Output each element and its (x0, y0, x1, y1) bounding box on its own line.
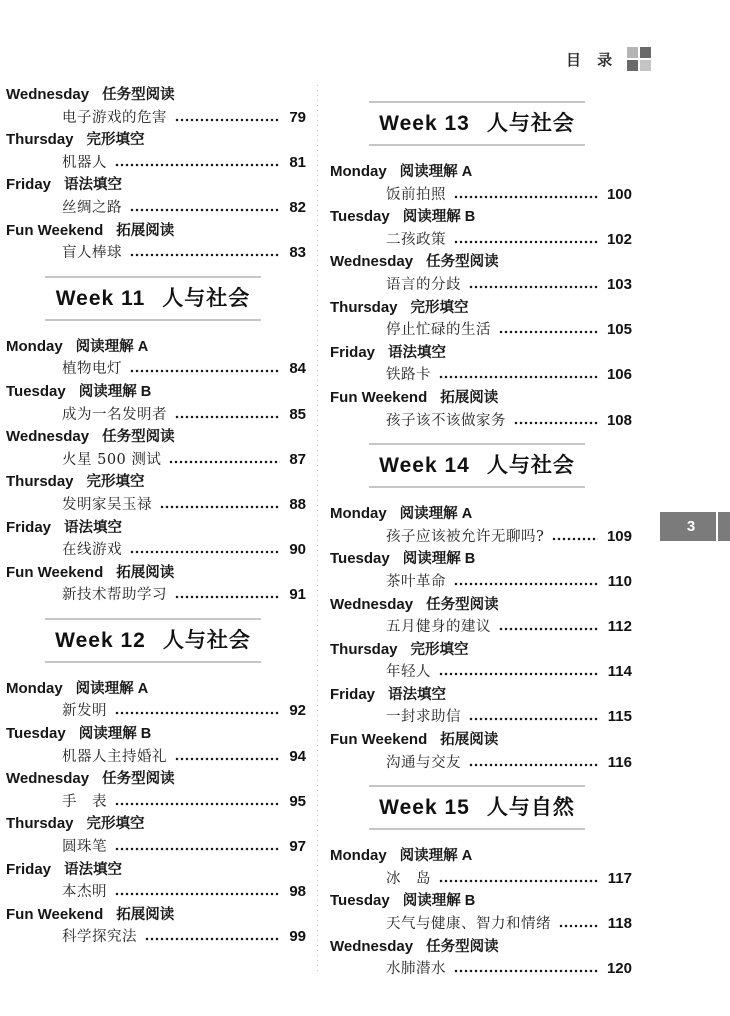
week-section-header (369, 443, 585, 488)
entry-title: 成为一名发明者 (62, 406, 167, 423)
entry-category-label: 阅读理解 A (399, 848, 473, 865)
entry-day-label: Thursday (6, 131, 74, 149)
entry-title-line (330, 526, 632, 549)
dot-leader (130, 369, 280, 373)
entry-title: 科学探究法 (62, 929, 137, 946)
week-label: Week 13 (379, 112, 470, 135)
toc-entry (6, 768, 306, 813)
entry-category-label: 语法填空 (388, 344, 447, 361)
week-section-header (369, 785, 585, 830)
toc-entry (6, 904, 306, 949)
dot-leader (469, 285, 598, 289)
entry-title-line (6, 791, 306, 814)
dot-leader (175, 415, 280, 419)
entry-day-line (330, 936, 632, 959)
entry-page-number: 110 (607, 572, 632, 590)
dot-leader (130, 208, 280, 212)
entry-day-label: Friday (6, 860, 52, 878)
entry-category-label: 阅读理解 A (399, 506, 473, 523)
entry-title: 在线游戏 (62, 542, 122, 559)
entry-day-label: Tuesday (330, 892, 390, 910)
entry-title: 火星 500 测试 (62, 451, 162, 468)
entry-page-number: 112 (607, 618, 632, 636)
entry-title: 一封求助信 (386, 709, 461, 726)
entry-category-label: 拓展阅读 (116, 222, 175, 239)
dot-leader (115, 847, 280, 851)
entry-day-line (6, 471, 306, 494)
entry-page-number: 95 (289, 792, 306, 810)
entry-category-label: 阅读理解 A (75, 338, 149, 355)
dot-leader (175, 118, 280, 122)
entry-title-line (6, 881, 306, 904)
toc-entry (6, 129, 306, 174)
entry-category-label: 拓展阅读 (440, 389, 499, 406)
entry-day-line (330, 548, 632, 571)
entry-title-line (6, 197, 306, 220)
dot-leader (469, 717, 599, 721)
entry-title: 新发明 (62, 703, 107, 720)
dot-leader (439, 879, 599, 883)
entry-category-label: 阅读理解 B (402, 551, 476, 568)
entry-title-line (330, 706, 632, 729)
toc-entry (330, 936, 632, 981)
toc-entry (330, 342, 632, 387)
toc-entry (330, 548, 632, 593)
entry-title: 饭前拍照 (386, 186, 446, 203)
dot-leader (115, 711, 280, 715)
entry-title: 手 表 (62, 793, 107, 810)
entry-category-label: 任务型阅读 (102, 771, 175, 788)
week-section-header (369, 101, 585, 146)
grid-square-bottom-right (640, 60, 651, 71)
week-label: Week 11 (55, 286, 146, 310)
entry-title-line (330, 752, 632, 775)
entry-title: 五月健身的建议 (386, 619, 491, 636)
entry-day-line (330, 161, 632, 184)
page-header (566, 47, 651, 71)
toc-entry (330, 206, 632, 251)
entry-page-number: 108 (606, 411, 632, 429)
entry-category-label: 语法填空 (388, 686, 447, 703)
dot-leader (439, 672, 599, 676)
entry-page-number: 79 (289, 108, 306, 126)
entry-day-label: Wednesday (330, 937, 414, 955)
entry-title: 茶叶革命 (386, 573, 446, 590)
dot-leader (499, 627, 599, 631)
entry-category-label: 拓展阅读 (440, 732, 499, 749)
entry-title: 植物电灯 (62, 361, 122, 378)
tab-stripe (716, 512, 718, 541)
entry-title-line (330, 229, 632, 252)
entry-title-line (6, 152, 306, 175)
entry-day-label: Monday (6, 337, 63, 355)
entry-day-line (330, 684, 632, 707)
entry-page-number: 103 (606, 275, 632, 293)
entry-page-number: 117 (607, 869, 632, 887)
entry-page-number: 120 (606, 960, 632, 978)
entry-title: 二孩政策 (386, 231, 446, 248)
entry-page-number: 85 (289, 405, 306, 423)
entry-day-line (6, 904, 306, 927)
entry-title: 发明家吴玉禄 (62, 496, 152, 513)
entry-page-number: 99 (289, 928, 306, 946)
dot-leader (130, 253, 280, 257)
week-theme-label: 人与社会 (162, 628, 251, 652)
entry-day-line (330, 342, 632, 365)
entry-title: 年轻人 (386, 664, 431, 681)
entry-title-line (6, 404, 306, 427)
entry-page-number: 81 (289, 153, 306, 171)
week-theme-label: 人与自然 (486, 796, 575, 820)
entry-day-label: Monday (330, 505, 387, 523)
entry-title: 水肺潜水 (386, 961, 446, 978)
entry-title-line (330, 274, 632, 297)
entry-day-label: Monday (330, 847, 387, 865)
entry-category-label: 任务型阅读 (102, 429, 175, 446)
entry-day-line (6, 84, 306, 107)
entry-day-label: Tuesday (6, 382, 66, 400)
grid-square-bottom-left (627, 60, 638, 71)
entry-day-label: Thursday (330, 298, 398, 316)
entry-page-number: 118 (607, 915, 632, 933)
entry-page-number: 84 (289, 360, 306, 378)
entry-title: 天气与健康、智力和情绪 (386, 916, 551, 933)
entry-category-label: 任务型阅读 (426, 596, 499, 613)
entry-title-line (330, 571, 632, 594)
dot-leader (454, 240, 598, 244)
entry-category-label: 阅读理解 B (402, 209, 476, 226)
page-number: 3 (686, 518, 696, 535)
entry-day-label: Friday (6, 518, 52, 536)
dot-leader (115, 892, 280, 896)
entry-title-line (6, 584, 306, 607)
entry-page-number: 91 (289, 586, 306, 604)
toc-entry (330, 684, 632, 729)
toc-entry (330, 251, 632, 296)
dot-leader (115, 163, 280, 167)
entry-category-label: 阅读理解 A (75, 680, 149, 697)
entry-category-label: 任务型阅读 (426, 254, 499, 271)
entry-day-label: Thursday (6, 815, 74, 833)
entry-title: 孩子应该被允许无聊吗? (386, 528, 545, 545)
entry-page-number: 102 (606, 230, 632, 248)
entry-title-line (6, 836, 306, 859)
toc-entry (330, 639, 632, 684)
toc-entry (6, 517, 306, 562)
entry-title: 铁路卡 (386, 367, 431, 384)
entry-day-label: Fun Weekend (6, 563, 104, 581)
entry-day-line (330, 729, 632, 752)
entry-title-line (330, 868, 632, 891)
entry-title-line (6, 539, 306, 562)
entry-title: 本杰明 (62, 884, 107, 901)
entry-day-line (330, 503, 632, 526)
entry-day-label: Tuesday (330, 550, 390, 568)
entry-category-label: 完形填空 (86, 816, 145, 833)
entry-day-line (330, 251, 632, 274)
entry-page-number: 116 (607, 753, 632, 771)
entry-title-line (330, 364, 632, 387)
toc-column-right (330, 90, 632, 981)
entry-category-label: 阅读理解 B (402, 893, 476, 910)
entry-day-line (330, 297, 632, 320)
entry-category-label: 任务型阅读 (426, 938, 499, 955)
dot-leader (499, 330, 598, 334)
entry-page-number: 97 (289, 838, 306, 856)
entry-day-line (330, 890, 632, 913)
week-theme-label: 人与社会 (486, 454, 575, 478)
entry-title-line (6, 358, 306, 381)
entry-day-line (6, 336, 306, 359)
week-label: Week 14 (379, 454, 470, 478)
toc-entry (6, 174, 306, 219)
entry-day-label: Monday (330, 163, 387, 180)
entry-page-number: 106 (606, 366, 632, 384)
entry-day-label: Tuesday (6, 725, 66, 743)
entry-day-label: Friday (6, 176, 52, 194)
entry-day-label: Wednesday (6, 86, 90, 103)
entry-day-line (330, 845, 632, 868)
entry-day-line (6, 129, 306, 152)
entry-title-line (330, 319, 632, 342)
grid-square-top-left (627, 47, 638, 58)
page-header-title: 目 录 (566, 51, 619, 69)
entry-day-line (6, 426, 306, 449)
entry-page-number: 98 (289, 883, 306, 901)
entry-title-line (330, 661, 632, 684)
entry-page-number: 92 (289, 702, 306, 720)
entry-day-line (6, 723, 306, 746)
entry-day-label: Wednesday (330, 595, 414, 613)
entry-day-label: Thursday (6, 473, 74, 491)
entry-title-line (330, 616, 632, 639)
entry-day-label: Fun Weekend (6, 905, 104, 923)
week-label: Week 12 (55, 628, 146, 652)
entry-day-line (6, 859, 306, 882)
toc-entry (6, 84, 306, 129)
entry-title-line (330, 410, 632, 433)
toc-entry (330, 161, 632, 206)
entry-title-line (6, 494, 306, 517)
toc-entry (6, 336, 306, 381)
toc-entry (330, 297, 632, 342)
entry-page-number: 87 (289, 450, 306, 468)
entry-day-label: Fun Weekend (6, 221, 104, 239)
entry-page-number: 90 (289, 541, 306, 559)
dot-leader (454, 969, 598, 973)
entry-category-label: 语法填空 (64, 177, 123, 194)
dot-leader (175, 595, 280, 599)
entry-day-label: Wednesday (6, 770, 90, 788)
toc-entry (6, 678, 306, 723)
entry-category-label: 完形填空 (410, 641, 469, 658)
dot-leader (169, 460, 280, 464)
entry-title: 停止忙碌的生活 (386, 322, 491, 339)
entry-page-number: 114 (607, 663, 632, 681)
entry-page-number: 94 (289, 747, 306, 765)
entry-title-line (330, 958, 632, 981)
entry-title-line (6, 746, 306, 769)
entry-page-number: 105 (606, 321, 632, 339)
entry-day-label: Monday (6, 679, 63, 697)
entry-page-number: 100 (606, 185, 632, 203)
entry-day-label: Tuesday (330, 208, 390, 226)
week-section-header (45, 618, 261, 663)
entry-day-line (330, 639, 632, 662)
entry-title-line (330, 913, 632, 936)
entry-title: 新技术帮助学习 (62, 587, 167, 604)
toc-column-left (6, 84, 306, 949)
toc-entry (6, 471, 306, 516)
entry-category-label: 拓展阅读 (116, 564, 175, 581)
entry-title: 电子游戏的危害 (62, 109, 167, 126)
entry-page-number: 88 (289, 495, 306, 513)
toc-entry (6, 723, 306, 768)
entry-day-line (6, 813, 306, 836)
entry-page-number: 82 (289, 198, 306, 216)
entry-category-label: 阅读理解 B (78, 726, 152, 743)
entry-page-number: 83 (289, 244, 306, 262)
entry-day-label: Wednesday (330, 253, 414, 271)
entry-title-line (6, 449, 306, 472)
toc-entry (6, 859, 306, 904)
toc-entry (330, 594, 632, 639)
toc-entry (6, 562, 306, 607)
entry-day-line (6, 517, 306, 540)
toc-entry (330, 845, 632, 890)
dot-leader (454, 582, 599, 586)
entry-page-number: 115 (607, 708, 632, 726)
entry-day-label: Friday (330, 343, 376, 361)
grid-square-top-right (640, 47, 651, 58)
entry-title-line (6, 107, 306, 130)
toc-entry (330, 387, 632, 432)
entry-day-line (330, 206, 632, 229)
entry-title: 圆珠笔 (62, 839, 107, 856)
dot-leader (469, 763, 599, 767)
week-section-header (45, 276, 261, 321)
entry-category-label: 完形填空 (86, 132, 145, 149)
dot-leader (160, 505, 280, 509)
toc-entry (6, 220, 306, 265)
entry-category-label: 语法填空 (64, 861, 123, 878)
entry-title-line (330, 184, 632, 207)
toc-entry (6, 426, 306, 471)
entry-day-label: Thursday (330, 640, 398, 658)
entry-title: 沟通与交友 (386, 754, 461, 771)
entry-title-line (6, 700, 306, 723)
entry-title: 孩子该不该做家务 (386, 412, 506, 429)
entry-title: 机器人主持婚礼 (62, 748, 167, 765)
entry-title: 机器人 (62, 154, 107, 171)
column-divider (317, 85, 318, 975)
dot-leader (559, 924, 599, 928)
entry-page-number: 109 (606, 527, 632, 545)
entry-day-label: Fun Weekend (330, 731, 428, 749)
entry-day-line (6, 678, 306, 701)
entry-title: 丝绸之路 (62, 199, 122, 216)
week-theme-label: 人与社会 (162, 286, 251, 310)
dot-leader (175, 757, 280, 761)
entry-day-line (6, 562, 306, 585)
entry-day-label: Friday (330, 685, 376, 703)
dot-leader (454, 195, 598, 199)
toc-entry (330, 729, 632, 774)
toc-entry (6, 813, 306, 858)
entry-title: 语言的分歧 (386, 276, 461, 293)
dot-leader (145, 937, 280, 941)
entry-category-label: 阅读理解 B (78, 383, 152, 400)
entry-day-line (330, 387, 632, 410)
grid-2x2-icon (627, 47, 651, 71)
dot-leader (115, 802, 280, 806)
dot-leader (552, 537, 598, 541)
week-theme-label: 人与社会 (486, 112, 575, 135)
toc-entry (330, 503, 632, 548)
entry-day-line (330, 594, 632, 617)
week-label: Week 15 (379, 796, 470, 820)
entry-day-label: Wednesday (6, 428, 90, 446)
dot-leader (439, 375, 598, 379)
entry-day-line (6, 768, 306, 791)
entry-category-label: 完形填空 (86, 474, 145, 491)
entry-category-label: 阅读理解 A (399, 164, 473, 180)
entry-day-label: Fun Weekend (330, 388, 428, 406)
entry-day-line (6, 174, 306, 197)
entry-day-line (6, 220, 306, 243)
entry-category-label: 语法填空 (64, 519, 123, 536)
entry-category-label: 拓展阅读 (116, 906, 175, 923)
entry-title-line (6, 926, 306, 949)
entry-title: 盲人棒球 (62, 245, 122, 262)
entry-day-line (6, 381, 306, 404)
entry-title-line (6, 242, 306, 265)
dot-leader (514, 421, 598, 425)
dot-leader (130, 550, 280, 554)
toc-entry (6, 381, 306, 426)
entry-title: 冰 岛 (386, 870, 431, 887)
entry-category-label: 完形填空 (410, 299, 469, 316)
toc-entry (330, 890, 632, 935)
entry-category-label: 任务型阅读 (102, 87, 175, 103)
page-number-tab (660, 512, 730, 541)
